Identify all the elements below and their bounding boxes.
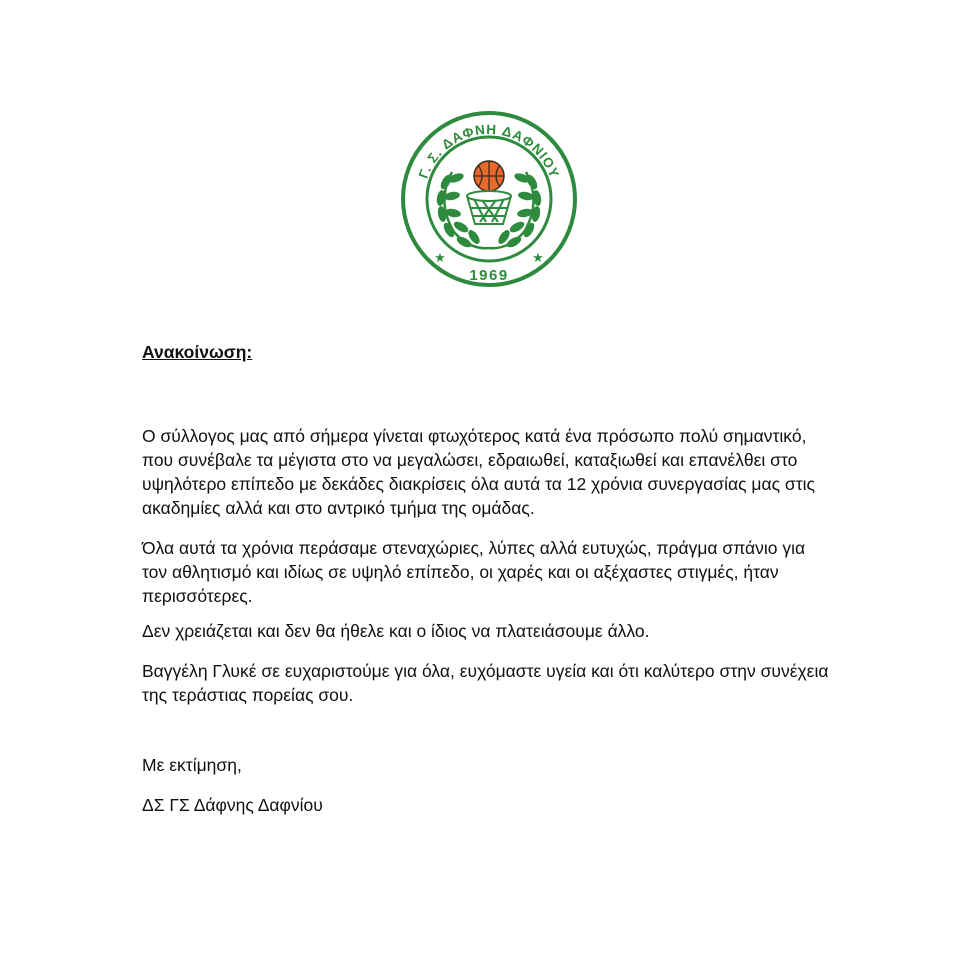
paragraph-1: Ο σύλλογος μας από σήμερα γίνεται φτωχότερος κατά ένα πρόσωπο πολύ σημαντικό, που συνέβαλε τα μέγιστα στο να μεγαλώσει, εδραιωθεί, καταξιωθεί και επανέλθει στο υψηλότερο επίπεδο με δεκάδες διακρίσεις όλα αυτά τα 12 χρόνια συνεργασίας μας στις ακαδημίες αλλά και στο αντρικό τμήμα της ομάδας. [142,426,815,518]
closing-phrase: Με εκτίμηση, [142,755,242,775]
announcement-heading: Ανακοίνωση: [142,342,253,362]
paragraph-3: Δεν χρειάζεται και δεν θα ήθελε και ο ίδιος να πλατειάσουμε άλλο. [142,621,650,641]
star-left-icon: ★ [434,251,446,266]
paragraph-4: Βαγγέλη Γλυκέ σε ευχαριστούμε για όλα, ευχόμαστε υγεία και ότι καλύτερο στην συνέχεια της τεράστιας πορείας σου. [142,661,829,705]
basketball-icon [474,161,504,191]
founding-year: 1969 [469,267,509,284]
club-logo [400,110,578,288]
signature: ΔΣ ΓΣ Δάφνης Δαφνίου [142,795,323,815]
star-right-icon: ★ [532,251,544,266]
club-emblem [400,110,578,288]
announcement-letter [142,340,832,817]
club-name-text: Γ. Σ. ΔΑΦΝΗ ΔΑΦΝΙΟΥ [415,121,563,181]
paragraph-2: Όλα αυτά τα χρόνια περάσαμε στεναχώριες, λύπες αλλά ευτυχώς, πράγμα σπάνιο για τον αθλητισμό και ιδίως σε υψηλό επίπεδο, οι χαρές και οι αξέχαστες στιγμές, ήταν περισσότερες. [142,538,806,606]
outer-ring [403,113,575,285]
